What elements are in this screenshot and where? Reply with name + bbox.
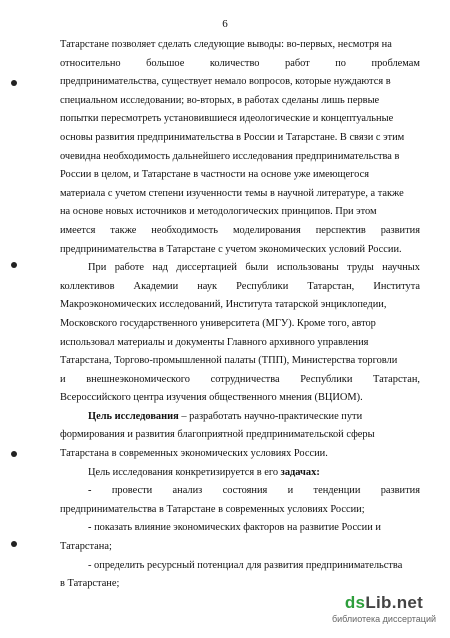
text-line: предпринимательства в Татарстане с учетом экономических условий России. [60, 243, 402, 255]
dslib-logo: dsLib.net [344, 593, 424, 612]
text-line: Макроэкономических исследований, Института татарской энциклопедии, [60, 299, 387, 311]
page-number: 6 [222, 18, 228, 30]
text-line: в Татарстане; [60, 578, 120, 590]
text-line: Всероссийского центра изучения общественного мнения (ВЦИОМ). [60, 392, 363, 404]
list-item-text: показать влияние экономических факторов на развитие России и [94, 522, 381, 534]
punch-hole [11, 541, 17, 547]
text-line: При работе над диссертацией были использованы труды научных [88, 262, 420, 274]
text-line: Татарстана, Торгово-промышленной палаты (ТПП), Министерства торговли [60, 355, 398, 367]
goal-text: – разработать научно-практические пути [181, 410, 363, 422]
goal-line [60, 408, 420, 427]
list-dash: - [88, 522, 92, 534]
tasks-intro: Цель исследования конкретизируется в его [88, 466, 279, 478]
list-item-text: провести анализ состояния и тенденции развития [111, 485, 420, 497]
text-line: Московского государственного университета (МГУ). Кроме того, автор [60, 317, 376, 329]
text-line: очевидна необходимость дальнейшего исследования предпринимательства в [60, 150, 400, 162]
list-item [60, 482, 420, 501]
text-line: и внешнеэкономического сотрудничества Республики Татарстан, [60, 373, 420, 385]
text-line: использовал материалы и документы Главного архивного управления [60, 336, 369, 348]
text-line: относительно большое количество работ по проблемам [60, 57, 420, 69]
text-line: на основе новых источников и методологических принципов. При этом [60, 206, 377, 218]
punch-hole [11, 451, 17, 457]
text-line: предпринимательства, существует немало вопросов, которые нуждаются в [60, 76, 391, 88]
text-line: специальном исследовании; во-вторых, в работах сделаны лишь первые [60, 94, 380, 106]
list-item: - определить ресурсный потенциал для развития предпринимательства [88, 559, 403, 571]
text-line: России в целом, и Татарстане в частности на основе уже имеющегося [60, 169, 370, 181]
list-item [60, 519, 420, 538]
punch-hole [11, 80, 17, 86]
text-line: Татарстана в современных экономических условиях России. [60, 448, 328, 460]
punch-hole [11, 262, 17, 268]
text-line: попытки пересмотреть установившиеся идеологические и концептуальные [60, 113, 394, 125]
document-body [60, 36, 420, 594]
dslib-watermark [330, 593, 438, 624]
goal-label: Цель исследования [88, 410, 179, 422]
text-line: коллективов Академии наук Республики Татарстан, Института [60, 280, 420, 292]
text-line: материала с учетом степени изученности темы в научной литературе, а также [60, 187, 404, 199]
tasks-line [60, 464, 420, 483]
text-line: формирования и развития благоприятной предпринимательской сферы [60, 429, 375, 441]
text-line: Татарстане позволяет сделать следующие выводы: во-первых, несмотря на [60, 39, 392, 50]
dslib-caption: библиотека диссертаций [331, 614, 436, 624]
list-dash: - [88, 485, 92, 497]
text-line: Татарстана; [60, 541, 112, 553]
text-line: основы развития предпринимательства в России и Татарстане. В связи с этим [60, 131, 405, 143]
tasks-label: задачах: [280, 466, 320, 478]
text-line: предпринимательства в Татарстане в современных условиях России; [60, 503, 365, 515]
text-line: имеется также необходимость моделирования перспектив развития [60, 224, 420, 236]
